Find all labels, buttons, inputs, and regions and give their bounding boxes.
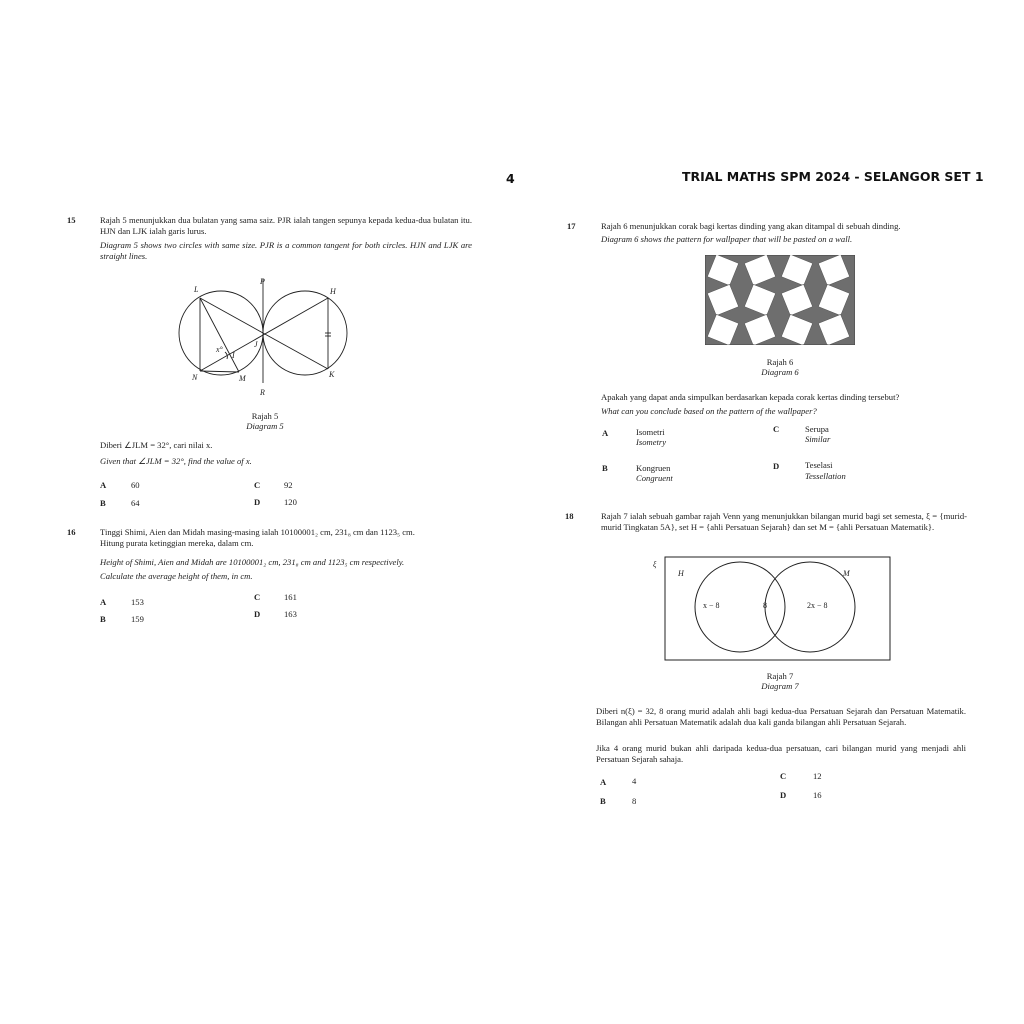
venn-h-only: x − 8 bbox=[703, 601, 720, 610]
option-D-value[interactable]: 163 bbox=[284, 609, 297, 619]
option-letter: B bbox=[602, 463, 608, 473]
option-letter: A bbox=[600, 777, 607, 787]
given-text: Diberi n(ξ) = 32, 8 orang murid adalah ahli bagi kedua-dua Persatuan Sejarah dan Persatuan Matematik. Bilangan ahli Persatuan Matematik adalah dua kali ganda bilangan ahli Persatuan Sejarah. bbox=[596, 706, 966, 727]
option-letter: C bbox=[254, 592, 261, 602]
option-letter: D bbox=[773, 461, 780, 471]
diagram-caption-english: Diagram 6 bbox=[761, 367, 799, 377]
option-letter: C bbox=[773, 424, 780, 434]
option-D-malay[interactable]: Teselasi bbox=[805, 460, 833, 470]
venn-set-h-label: H bbox=[678, 569, 684, 578]
option-C-english: Similar bbox=[805, 434, 831, 444]
question-text-english-2: Calculate the average height of them, in cm. bbox=[100, 571, 253, 581]
question-text-malay-2: Hitung purata ketinggian mereka, dalam cm. bbox=[100, 538, 254, 548]
question-number: 15 bbox=[67, 215, 76, 225]
question-number: 17 bbox=[567, 221, 576, 231]
option-A-value[interactable]: 153 bbox=[131, 597, 144, 607]
question-prompt: Jika 4 orang murid bukan ahli daripada kedua-dua persatuan, cari bilangan murid yang menjadi ahli Persatuan Sejarah sahaja. bbox=[596, 743, 966, 764]
option-B-malay[interactable]: Kongruen bbox=[636, 463, 671, 473]
diagram-caption-malay: Rajah 6 bbox=[766, 357, 794, 367]
option-letter: C bbox=[254, 480, 261, 490]
option-B-value[interactable]: 64 bbox=[131, 498, 140, 508]
venn-m-only: 2x − 8 bbox=[807, 601, 828, 610]
label-I: I bbox=[232, 351, 235, 360]
option-letter: A bbox=[100, 597, 107, 607]
question-text-malay: Tinggi Shimi, Aien dan Midah masing-masing ialah 10100001₂ cm, 231₈ cm dan 1123₅ cm. bbox=[100, 527, 415, 537]
question-prompt-malay: Apakah yang dapat anda simpulkan berdasarkan kepada corak kertas dinding tersebut? bbox=[601, 392, 900, 402]
option-A-value[interactable]: 60 bbox=[131, 480, 140, 490]
option-letter: A bbox=[602, 428, 609, 438]
option-letter: B bbox=[600, 796, 606, 806]
label-K: K bbox=[329, 370, 335, 379]
question-text-malay: Rajah 6 menunjukkan corak bagi kertas dinding yang akan ditampal di sebuah dinding. bbox=[601, 221, 901, 231]
venn-set-m-label: M bbox=[843, 569, 850, 578]
option-C-value[interactable]: 12 bbox=[813, 771, 822, 781]
page-number: 4 bbox=[506, 171, 515, 186]
option-C-malay[interactable]: Serupa bbox=[805, 424, 829, 434]
option-A-malay[interactable]: Isometri bbox=[636, 427, 665, 437]
diagram-caption-malay: Rajah 7 bbox=[766, 671, 794, 681]
given-english: Given that ∠JLM = 32°, find the value of x. bbox=[100, 456, 252, 466]
label-P: P bbox=[260, 277, 265, 286]
page-title: TRIAL MATHS SPM 2024 - SELANGOR SET 1 bbox=[682, 169, 984, 184]
label-x: x° bbox=[216, 345, 223, 354]
question-text-english: Diagram 6 shows the pattern for wallpaper that will be pasted on a wall. bbox=[601, 234, 853, 244]
label-J: J bbox=[254, 340, 258, 349]
label-M: M bbox=[239, 374, 246, 383]
option-B-value[interactable]: 8 bbox=[632, 796, 637, 806]
label-L: L bbox=[194, 285, 199, 294]
question-number: 16 bbox=[67, 527, 76, 537]
option-letter: D bbox=[780, 790, 787, 800]
option-A-value[interactable]: 4 bbox=[632, 776, 637, 786]
label-R: R bbox=[260, 388, 265, 397]
question-text-english: Height of Shimi, Aien and Midah are 10100001₂ cm, 231₈ cm and 1123₅ cm respectively. bbox=[100, 557, 405, 567]
question-text: Rajah 7 ialah sebuah gambar rajah Venn yang menunjukkan bilangan murid bagi set semesta, ξ = {murid-murid Tingkatan 5A}, set H = {ahli Persatuan Sejarah} dan set M = {ahli Persatuan Matematik}. bbox=[601, 511, 967, 532]
diagram-7-venn bbox=[645, 550, 895, 665]
question-number: 18 bbox=[565, 511, 574, 521]
option-letter: B bbox=[100, 614, 106, 624]
diagram-6-wallpaper-pattern bbox=[705, 255, 855, 345]
option-letter: A bbox=[100, 480, 107, 490]
option-D-value[interactable]: 16 bbox=[813, 790, 822, 800]
option-D-english: Tessellation bbox=[805, 471, 846, 481]
venn-both: 8 bbox=[763, 601, 767, 610]
diagram-caption-english: Diagram 7 bbox=[761, 681, 799, 691]
option-C-value[interactable]: 161 bbox=[284, 592, 297, 602]
option-C-value[interactable]: 92 bbox=[284, 480, 293, 490]
option-B-english: Congruent bbox=[636, 473, 673, 483]
venn-universal-label: ξ bbox=[653, 560, 657, 569]
option-letter: D bbox=[254, 609, 261, 619]
diagram-5-circles bbox=[170, 270, 370, 400]
given-malay: Diberi ∠JLM = 32°, cari nilai x. bbox=[100, 440, 213, 450]
diagram-caption-malay: Rajah 5 bbox=[251, 411, 279, 421]
option-B-value[interactable]: 159 bbox=[131, 614, 144, 624]
option-letter: D bbox=[254, 497, 261, 507]
question-text-english: Diagram 5 shows two circles with same size. PJR is a common tangent for both circles. HJN and LJK are straight lines. bbox=[100, 240, 472, 261]
option-D-value[interactable]: 120 bbox=[284, 497, 297, 507]
question-prompt-english: What can you conclude based on the pattern of the wallpaper? bbox=[601, 406, 817, 416]
question-text-malay: Rajah 5 menunjukkan dua bulatan yang sama saiz. PJR ialah tangen sepunya kepada kedua-dua bulatan itu. HJN dan LJK ialah garis lurus. bbox=[100, 215, 472, 236]
label-N: N bbox=[192, 373, 198, 382]
option-A-english: Isometry bbox=[636, 437, 667, 447]
diagram-caption-english: Diagram 5 bbox=[246, 421, 284, 431]
option-letter: B bbox=[100, 498, 106, 508]
label-H: H bbox=[330, 287, 336, 296]
option-letter: C bbox=[780, 771, 787, 781]
